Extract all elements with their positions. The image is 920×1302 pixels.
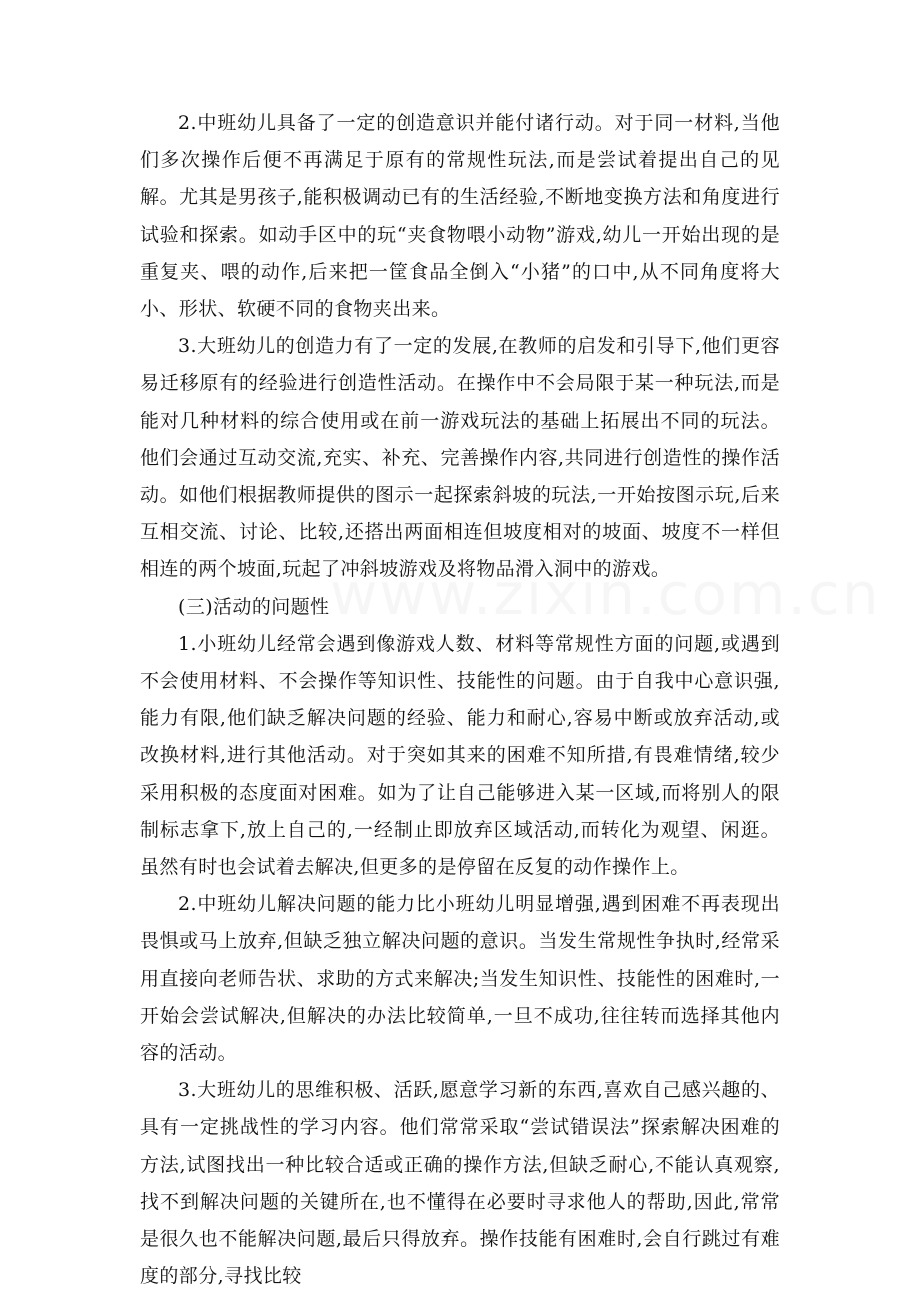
document-body [140, 105, 780, 1296]
paragraph-middle-class-problems: 2.中班幼儿解决问题的能力比小班幼儿明显增强,遇到困难不再表现出畏惧或马上放弃,但缺乏独立解决问题的意识。当发生常规性争执时,经常采用直接向老师告状、求助的方式来解决;当发生知识性、技能性的困难时,一开始会尝试解决,但解决的办法比较简单,一旦不成功,往往转而选择其他内容的活动。 [140, 893, 780, 1065]
paragraph-senior-class-problems: 3.大班幼儿的思维积极、活跃,愿意学习新的东西,喜欢自己感兴趣的、具有一定挑战性的学习内容。他们常常采取“尝试错误法”探索解决困难的方法,试图找出一种比较合适或正确的操作方法,但缺乏耐心,不能认真观察,找不到解决问题的关键所在,也不懂得在必要时寻求他人的帮助,因此,常常是很久也不能解决问题,最后只得放弃。操作技能有困难时,会自行跳过有难度的部分,寻找比较 [140, 1079, 780, 1288]
paragraph-middle-class-creativity: 2.中班幼儿具备了一定的创造意识并能付诸行动。对于同一材料,当他们多次操作后便不再满足于原有的常规性玩法,而是尝试着提出自己的见解。尤其是男孩子,能积极调动已有的生活经验,不断地变换方法和角度进行试验和探索。如动手区中的玩“夹食物喂小动物”游戏,幼儿一开始出现的是重复夹、喂的动作,后来把一筐食品全倒入“小猪”的口中,从不同角度将大小、形状、软硬不同的食物夹出来。 [140, 112, 780, 321]
paragraph-senior-class-creativity: 3.大班幼儿的创造力有了一定的发展,在教师的启发和引导下,他们更容易迁移原有的经验进行创造性活动。在操作中不会局限于某一种玩法,而是能对几种材料的综合使用或在前一游戏玩法的基础上拓展出不同的玩法。他们会通过互动交流,充实、补充、完善操作内容,共同进行创造性的操作活动。如他们根据教师提供的图示一起探索斜坡的玩法,一开始按图示玩,后来互相交流、讨论、比较,还搭出两面相连但坡度相对的坡面、坡度不一样但相连的两个坡面,玩起了冲斜坡游戏及将物品滑入洞中的游戏。 [140, 335, 780, 581]
section-heading-problem-nature: (三)活动的问题性 [178, 595, 330, 618]
paragraph-junior-class-problems: 1.小班幼儿经常会遇到像游戏人数、材料等常规性方面的问题,或遇到不会使用材料、不会操作等知识性、技能性的问题。由于自我中心意识强,能力有限,他们缺乏解决问题的经验、能力和耐心,容易中断或放弃活动,或改换材料,进行其他活动。对于突如其来的困难不知所措,有畏难情绪,较少采用积极的态度面对困难。如为了让自己能够进入某一区域,而将别人的限制标志拿下,放上自己的,一经制止即放弃区域活动,而转化为观望、闲逛。虽然有时也会试着去解决,但更多的是停留在反复的动作操作上。 [140, 632, 780, 879]
